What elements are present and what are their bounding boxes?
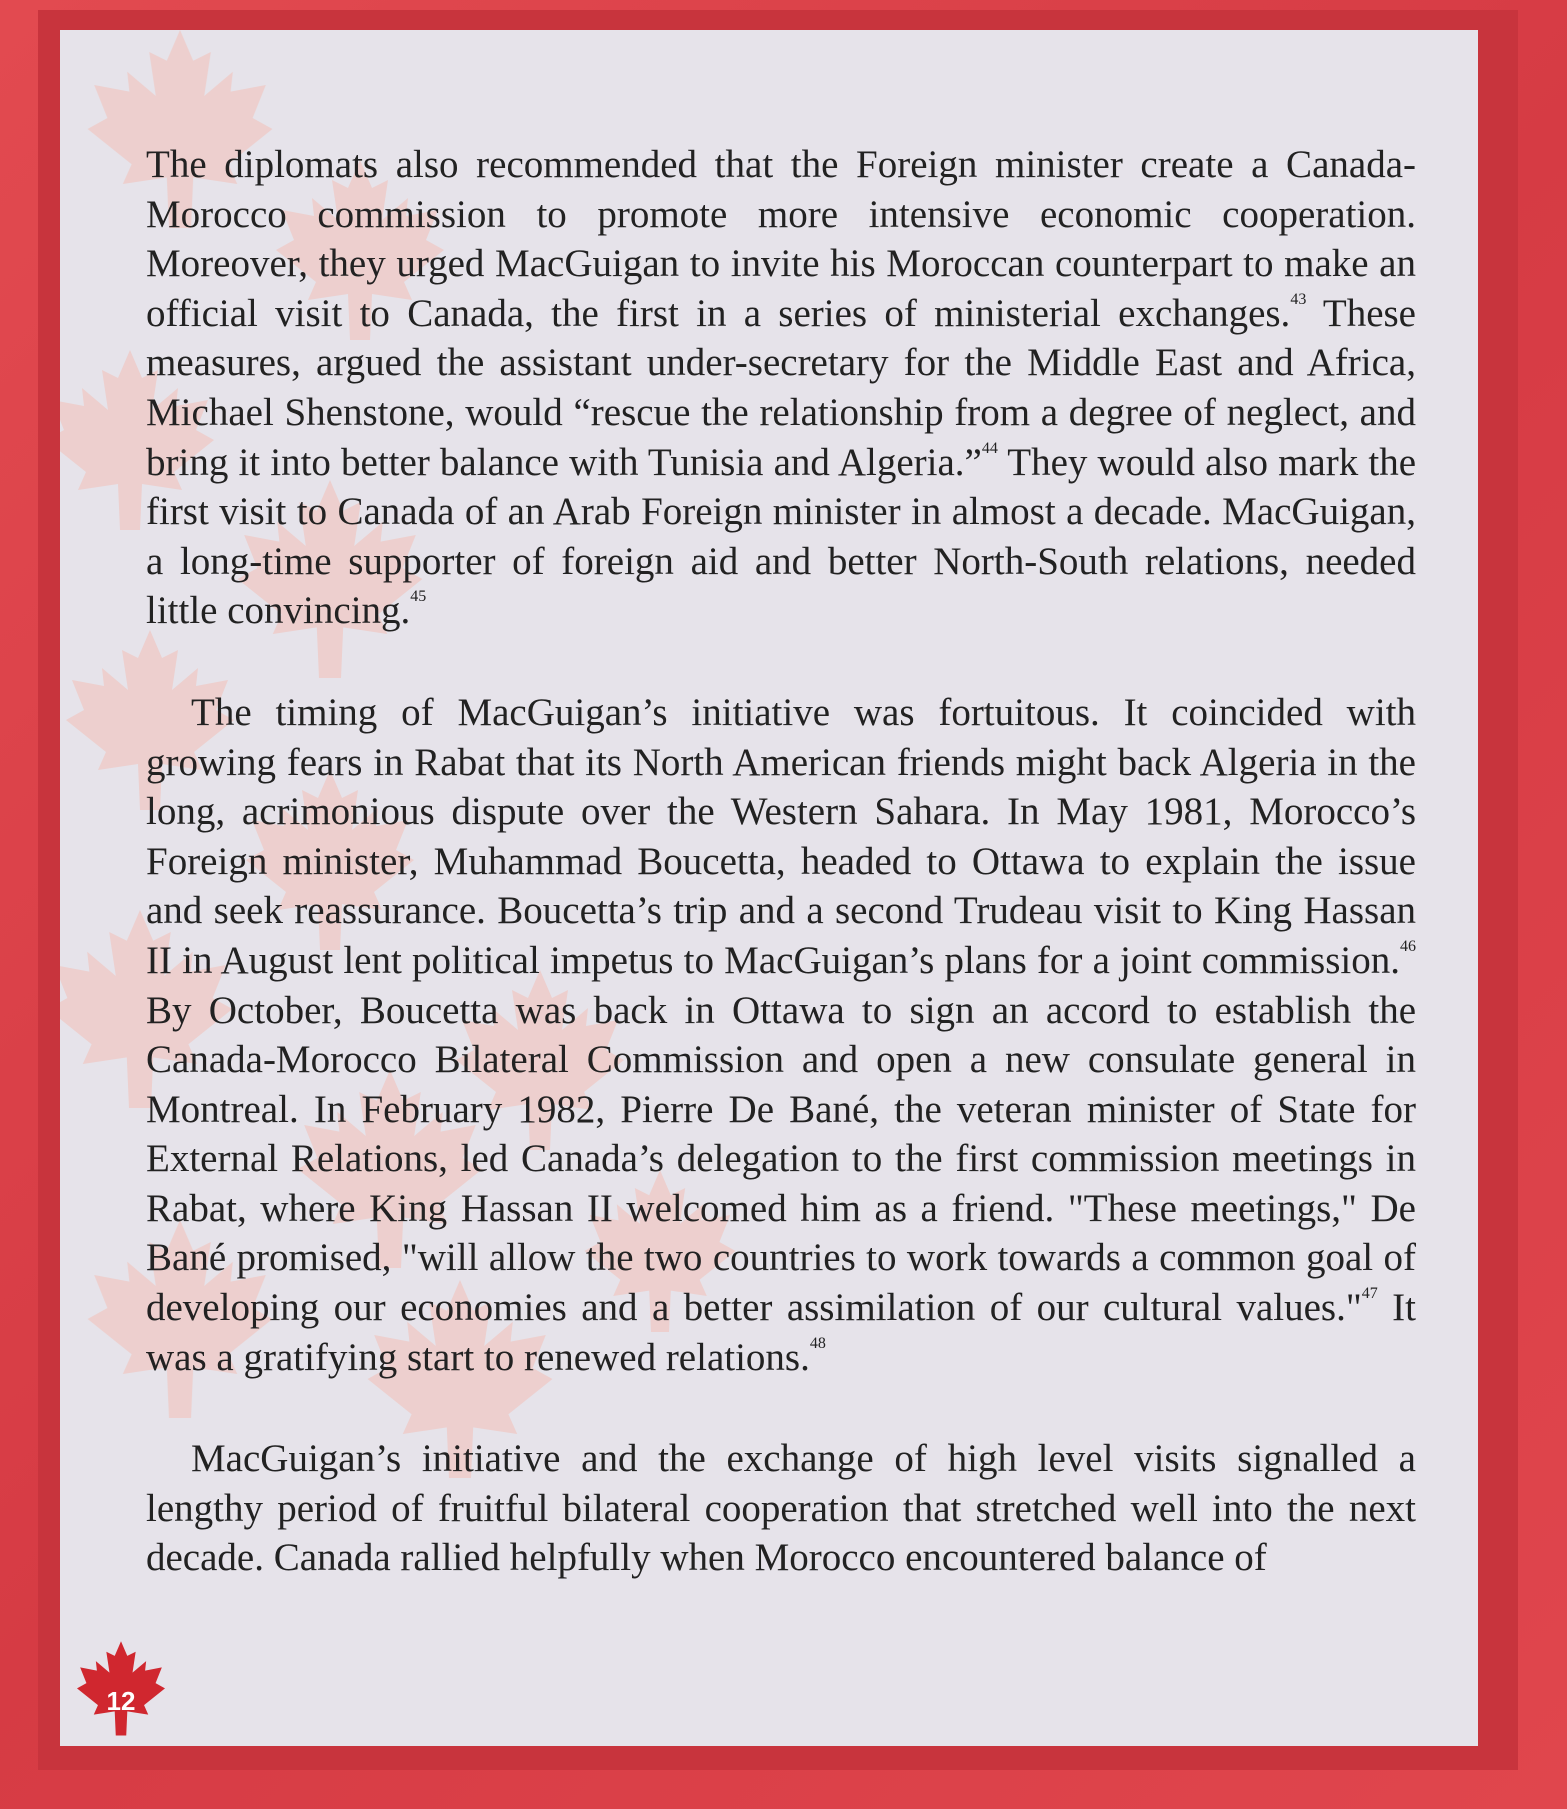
footnote-marker: 44 <box>981 439 998 457</box>
footnote-marker: 46 <box>1400 937 1416 955</box>
footnote-marker: 48 <box>809 1334 826 1352</box>
paragraph-text: These measures, argued the assistant under-secretary for the Middle East and Africa, Michael Shenstone, would “rescue the relationship from a degree of neglect, and bring it into better balance with Tunisia and Algeria.” <box>146 291 1416 484</box>
page-number: 12 <box>106 1686 136 1716</box>
paragraph-text: By October, Boucetta was back in Ottawa to sign an accord to establish the Canada-Morocco Bilateral Commission and open a new consulate general in Montreal. In February 1982, Pierre De Bané, the veteran minister of State for External Relations, led Canada’s delegation to the first commission meetings in Rabat, where King Hassan II welcomed him as a friend. "These meetings," De Bané promised, "will allow the two countries to work towards a common goal of developing our economies and a better assimilation of our cultural values." <box>146 988 1416 1330</box>
paragraph <box>146 688 1416 1382</box>
paragraph <box>146 1434 1416 1583</box>
paragraph-text: The diplomats also recommended that the Foreign minister create a Canada-Morocco commission to promote more intensive economic cooperation. Moreover, they urged MacGuigan to invite his Moroccan counterpart to make an official visit to Canada, the first in a series of ministerial exchanges. <box>146 143 1416 335</box>
paragraph-text: They would also mark the first visit to Canada of an Arab Foreign minister in almost a decade. MacGuigan, a long-time supporter of foreign aid and better North-South relations, needed little convincing. <box>146 440 1416 633</box>
page-paper <box>60 30 1478 1746</box>
paragraph-text: MacGuigan’s initiative and the exchange of high level visits signalled a lengthy period of fruitful bilateral cooperation that stretched well into the next decade. Canada rallied helpfully when Morocco encountered balance of <box>146 1437 1416 1580</box>
body-text <box>146 140 1416 1635</box>
paragraph <box>146 140 1416 636</box>
paragraph-text: The timing of MacGuigan’s initiative was fortuitous. It coincided with growing fears in Rabat that its North American friends might back Algeria in the long, acrimonious dispute over the Western Sahara. In May 1981, Morocco’s Foreign minister, Muhammad Boucetta, headed to Ottawa to explain the issue and seek reassurance. Boucetta’s trip and a second Trudeau visit to King Hassan II in August lent political impetus to MacGuigan’s plans for a joint commission. <box>146 690 1416 982</box>
paragraph-text: It was a gratifying start to renewed relations. <box>146 1286 1416 1379</box>
footnote-marker: 47 <box>1361 1285 1378 1303</box>
footnote-marker: 45 <box>410 588 427 606</box>
footnote-marker: 43 <box>1290 290 1307 308</box>
